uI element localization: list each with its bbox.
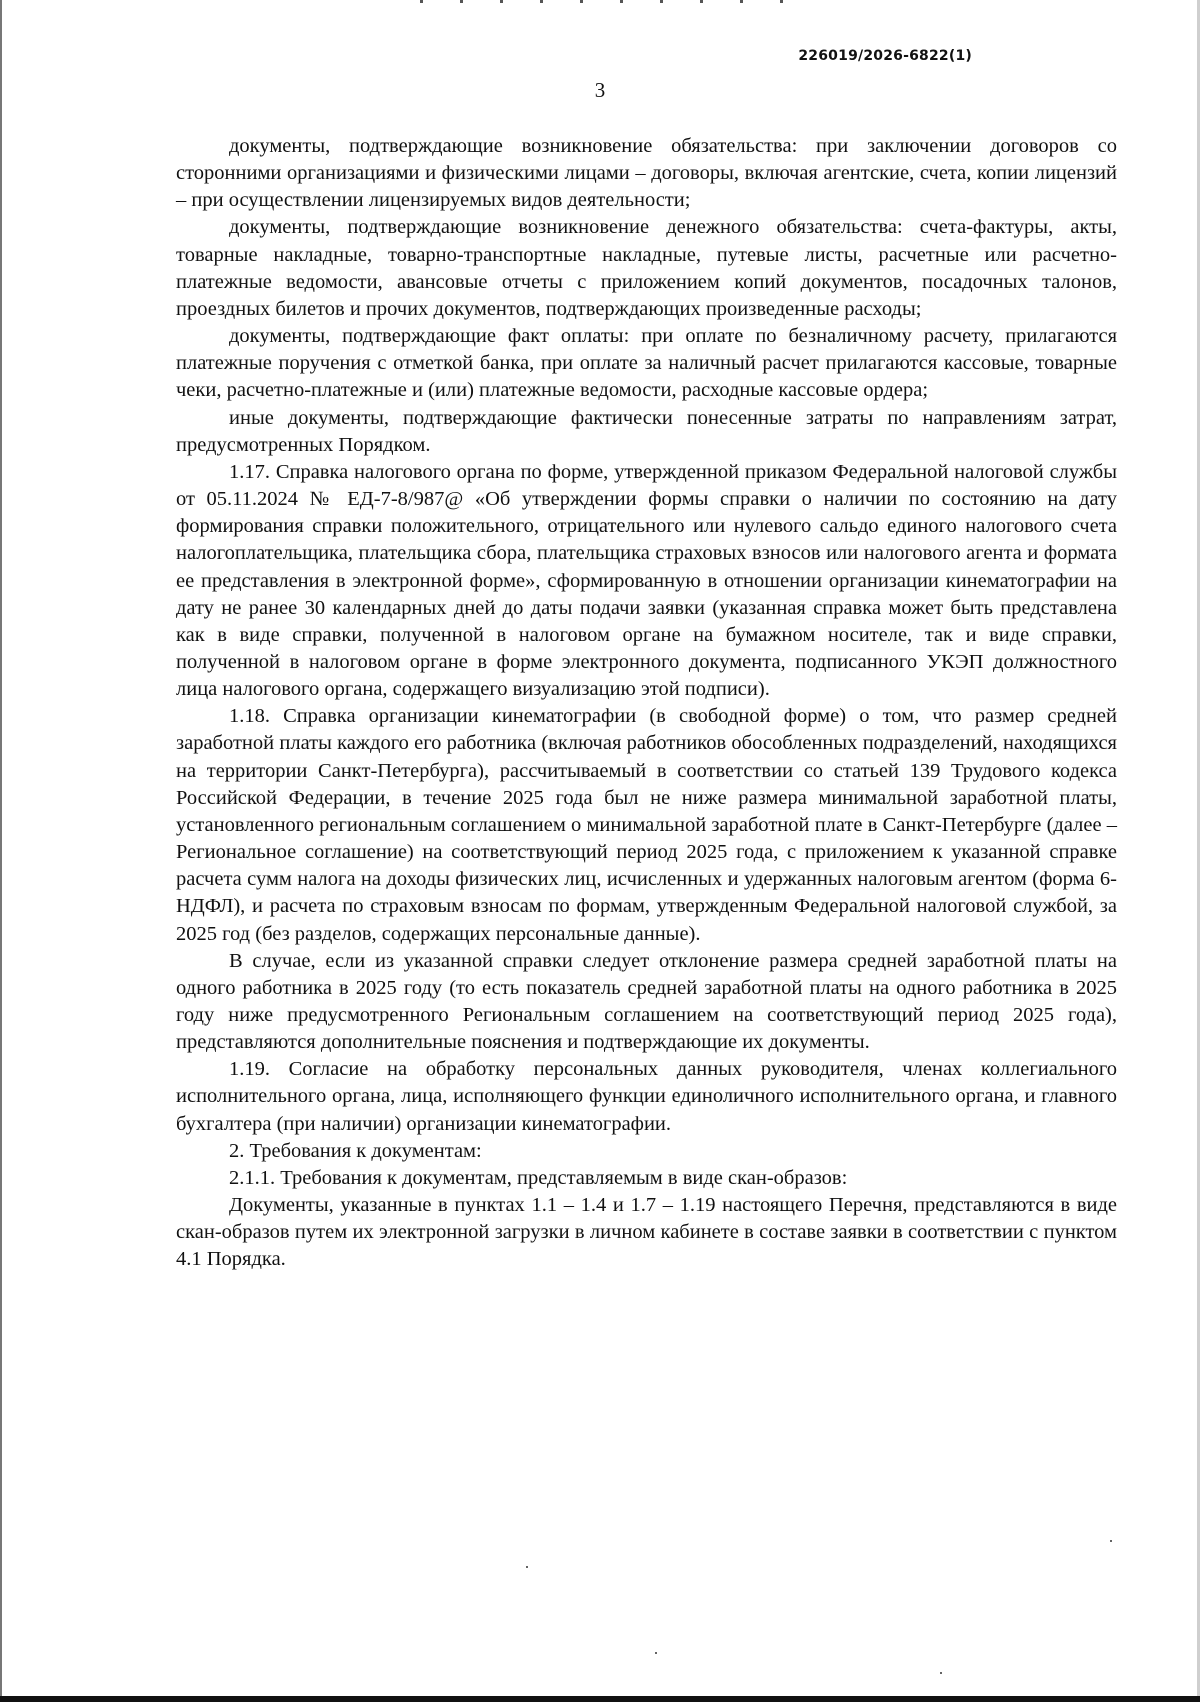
scan-top-marks xyxy=(420,0,820,3)
document-id: 226019/2026-6822(1) xyxy=(798,48,972,64)
paragraph-2-1-1: 2.1.1. Требования к документам, представляемым в виде скан-образов: xyxy=(229,1166,848,1189)
scan-speck xyxy=(655,1652,657,1654)
paragraph-payment-docs: документы, подтверждающие факт оплаты: при оплате по безналичному расчету, прилагаются платежные поручения с отметкой банка, при оплате за наличный расчет прилагаются кассовые, товарные чеки, расчетно-платежные и (или) платежные ведомости, расходные кассовые ордера; xyxy=(176,325,1117,402)
scan-edge-left xyxy=(0,0,2,1702)
scan-speck xyxy=(1110,1540,1112,1542)
scan-edge-bottom xyxy=(0,1696,1200,1702)
paragraph-monetary-obligation-docs: документы, подтверждающие возникновение денежного обязательства: счета-фактуры, акты, товарные накладные, товарно-транспортные накладные, путевые листы, расчетные или расчетно-платежные ведомости, авансовые отчеты с приложением копий документов, посадочных талонов, проездных билетов и прочих документов, подтверждающих произведенные расходы; xyxy=(176,216,1117,320)
paragraph-other-docs: иные документы, подтверждающие фактически понесенные затраты по направлениям затрат, предусмотренных Порядком. xyxy=(176,406,1117,456)
scan-speck xyxy=(526,1566,528,1568)
paragraph-obligation-docs: документы, подтверждающие возникновение обязательства: при заключении договоров со сторонними организациями и физическими лицами – договоры, включая агентские, счета, копии лицензий – при осуществлении лицензируемых видов деятельности; xyxy=(176,135,1117,212)
document-body xyxy=(176,133,1117,1274)
paragraph-section-2: 2. Требования к документам: xyxy=(229,1139,482,1162)
scan-speck xyxy=(940,1672,942,1674)
paragraph-scan-images: Документы, указанные в пунктах 1.1 – 1.4 и 1.7 – 1.19 настоящего Перечня, представляются в виде скан-образов путем их электронной загрузки в личном кабинете в составе заявки в соответствии с пунктом 4.1 Порядка. xyxy=(176,1194,1117,1271)
paragraph-1-18: 1.18. Справка организации кинематографии (в свободной форме) о том, что размер средней заработной платы каждого его работника (включая работников обособленных подразделений, находящихся на территории Санкт-Петербурга), рассчитываемый в соответствии со статьей 139 Трудового кодекса Российской Федерации, в течение 2025 года был не ниже размера минимальной заработной платы, установленного региональным соглашением о минимальной заработной плате в Санкт-Петербурге (далее – Региональное соглашение) на соответствующий период 2025 года, с приложением к указанной справке расчета сумм налога на доходы физических лиц, исчисленных и удержанных налоговым агентом (форма 6-НДФЛ), и расчета по страховым взносам по формам, утвержденным Федеральной налоговой службой, за 2025 год (без разделов, содержащих персональные данные). xyxy=(176,705,1117,945)
paragraph-1-19: 1.19. Согласие на обработку персональных данных руководителя, членах коллегиального исполнительного органа, лица, исполняющего функции единоличного исполнительного органа, и главного бухгалтера (при наличии) организации кинематографии. xyxy=(176,1058,1117,1135)
paragraph-deviation-case: В случае, если из указанной справки следует отклонение размера средней заработной платы на одного работника в 2025 году (то есть показатель средней заработной платы на одного работника в 2025 году ниже предусмотренного Региональным соглашением на соответствующий период 2025 года), представляются дополнительные пояснения и подтверждающие их документы. xyxy=(176,949,1117,1054)
paragraph-1-17: 1.17. Справка налогового органа по форме, утвержденной приказом Федеральной налоговой службы от 05.11.2024 № ЕД-7-8/987@ «Об утверждении формы справки о наличии по состоянию на дату формирования справки положительного, отрицательного или нулевого сальдо единого налогового счета налогоплательщика, плательщика сбора, плательщика страховых взносов или налогового агента и формата ее представления в электронной форме», сформированную в отношении организации кинематографии на дату не ранее 30 календарных дней до даты подачи заявки (указанная справка может быть представлена как в виде справки, полученной в налоговом органе на бумажном носителе, так и виде справки, полученной в налоговом органе в форме электронного документа, подписанного УКЭП должностного лица налогового органа, содержащего визуализацию этой подписи). xyxy=(176,460,1117,701)
page-number: 3 xyxy=(594,78,606,102)
